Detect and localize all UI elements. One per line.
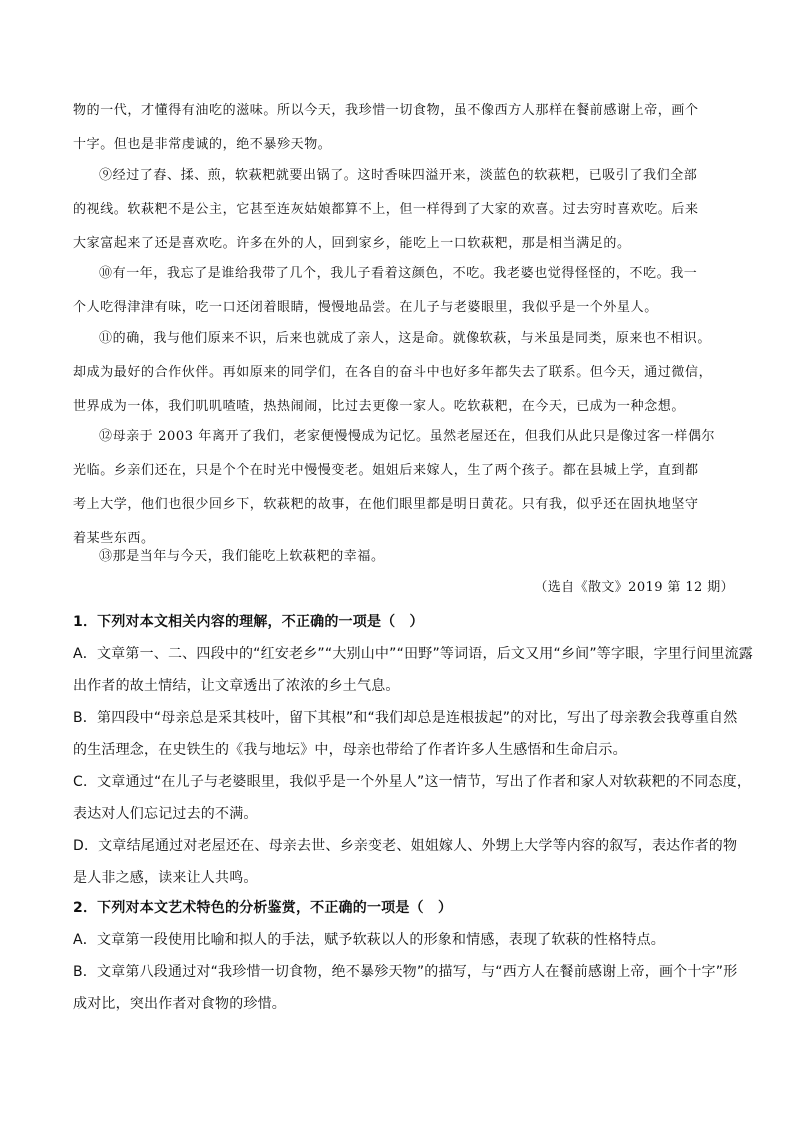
text-line: 却成为最好的合作伙伴。再如原来的同学们，在各自的奋斗中也好多年都失去了联系。但今天，通过微信， bbox=[73, 365, 713, 380]
text-line: ⑫母亲于 2003 年离开了我们，老家便慢慢成为记忆。虽然老屋还在，但我们从此只是像过客一样偶尔 bbox=[99, 429, 716, 444]
option-a-cont: 出作者的故土情结，让文章透出了浓浓的乡土气息。 bbox=[73, 678, 400, 694]
option-b-cont: 成对比，突出作者对食物的珍惜。 bbox=[73, 996, 286, 1012]
text-line: 光临。乡亲们还在，只是个个在时光中慢慢变老。姐姐后来嫁人，生了两个孩子。都在县城上学，直到都 bbox=[73, 463, 699, 478]
text-line: ⑩有一年，我忘了是谁给我带了几个，我儿子看着这颜色，不吃。我老婆也觉得怪怪的，不吃。我一 bbox=[99, 266, 698, 281]
option-d-cont: 是人非之感，读来让人共鸣。 bbox=[73, 870, 258, 886]
text-line: ⑨经过了舂、揉、煎，软萩粑就要出锅了。这时香味四溢开来，淡蓝色的软萩粑，已吸引了我们全部 bbox=[99, 168, 698, 183]
text-line: ⑬那是当年与今天，我们能吃上软萩粑的幸福。 bbox=[99, 549, 385, 564]
option-c-cont: 表达对人们忘记过去的不满。 bbox=[73, 806, 258, 822]
text-line: ⑪的确，我与他们原来不识，后来也就成了亲人，这是命。就像软萩，与米虽是同类，原来也不相识。 bbox=[99, 331, 712, 346]
source-citation: （选自《散文》2019 第 12 期） bbox=[534, 580, 734, 595]
option-b: B．第四段中“母亲总是采其枝叶，留下其根”和“我们却总是连根拔起”的对比，写出了母亲教会我尊重自然 bbox=[73, 710, 738, 726]
text-line: 个人吃得津津有味，吃一口还闭着眼睛，慢慢地品尝。在儿子与老婆眼里，我似乎是一个外星人。 bbox=[73, 300, 658, 315]
paragraph-11 bbox=[73, 322, 723, 424]
paragraph-9 bbox=[73, 159, 723, 261]
text-line: 十字。但也是非常虔诚的，绝不暴殄天物。 bbox=[73, 137, 332, 152]
option-a: A．文章第一段使用比喻和拟人的手法，赋予软萩以人的形象和情感，表现了软萩的性格特点。 bbox=[73, 932, 665, 948]
paragraph-8-continued bbox=[73, 94, 723, 162]
option-b-cont: 的生活理念，在史铁生的《我与地坛》中，母亲也带给了作者许多人生感悟和生命启示。 bbox=[73, 742, 627, 758]
paragraph-12 bbox=[73, 420, 723, 556]
question-1 bbox=[73, 606, 753, 894]
text-line: 的视线。软萩粑不是公主，它甚至连灰姑娘都算不上，但一样得到了大家的欢喜。过去穷时喜欢吃。后来 bbox=[73, 202, 699, 217]
text-line: 考上大学，他们也很少回乡下，软萩粑的故事，在他们眼里都是明日黄花。只有我，似乎还在固执地坚守 bbox=[73, 497, 699, 512]
paragraph-10 bbox=[73, 257, 723, 325]
option-b: B．文章第八段通过对“我珍惜一切食物，绝不暴殄天物”的描写，与“西方人在餐前感谢上帝，画个十字”形 bbox=[73, 964, 738, 980]
question-2 bbox=[73, 892, 738, 1020]
option-c: C．文章通过“在儿子与老婆眼里，我似乎是一个外星人”这一情节，写出了作者和家人对软萩粑的不同态度， bbox=[73, 774, 752, 790]
paragraph-13 bbox=[73, 540, 723, 574]
text-line: 大家富起来了还是喜欢吃。许多在外的人，回到家乡，能吃上一口软萩粑，那是相当满足的。 bbox=[73, 236, 631, 251]
option-d: D．文章结尾通过对老屋还在、母亲去世、乡亲变老、姐姐嫁人、外甥上大学等内容的叙写，表达作者的物 bbox=[73, 838, 738, 854]
question-stem: 2．下列对本文艺术特色的分析鉴赏，不正确的一项是（ ） bbox=[73, 900, 453, 916]
question-stem: 1．下列对本文相关内容的理解，不正确的一项是（ ） bbox=[73, 614, 424, 630]
text-line: 着某些东西。 bbox=[73, 531, 155, 546]
option-a: A．文章第一、二、四段中的“红安老乡”“大别山中”“田野”等词语，后文又用“乡间”等字眼，字里行间里流露 bbox=[73, 646, 753, 662]
text-line: 世界成为一体，我们叽叽喳喳，热热闹闹，比过去更像一家人。吃软萩粑，在今天，已成为一种念想。 bbox=[73, 399, 686, 414]
text-line: 物的一代，才懂得有油吃的滋味。所以今天，我珍惜一切食物，虽不像西方人那样在餐前感谢上帝，画个 bbox=[73, 103, 699, 118]
